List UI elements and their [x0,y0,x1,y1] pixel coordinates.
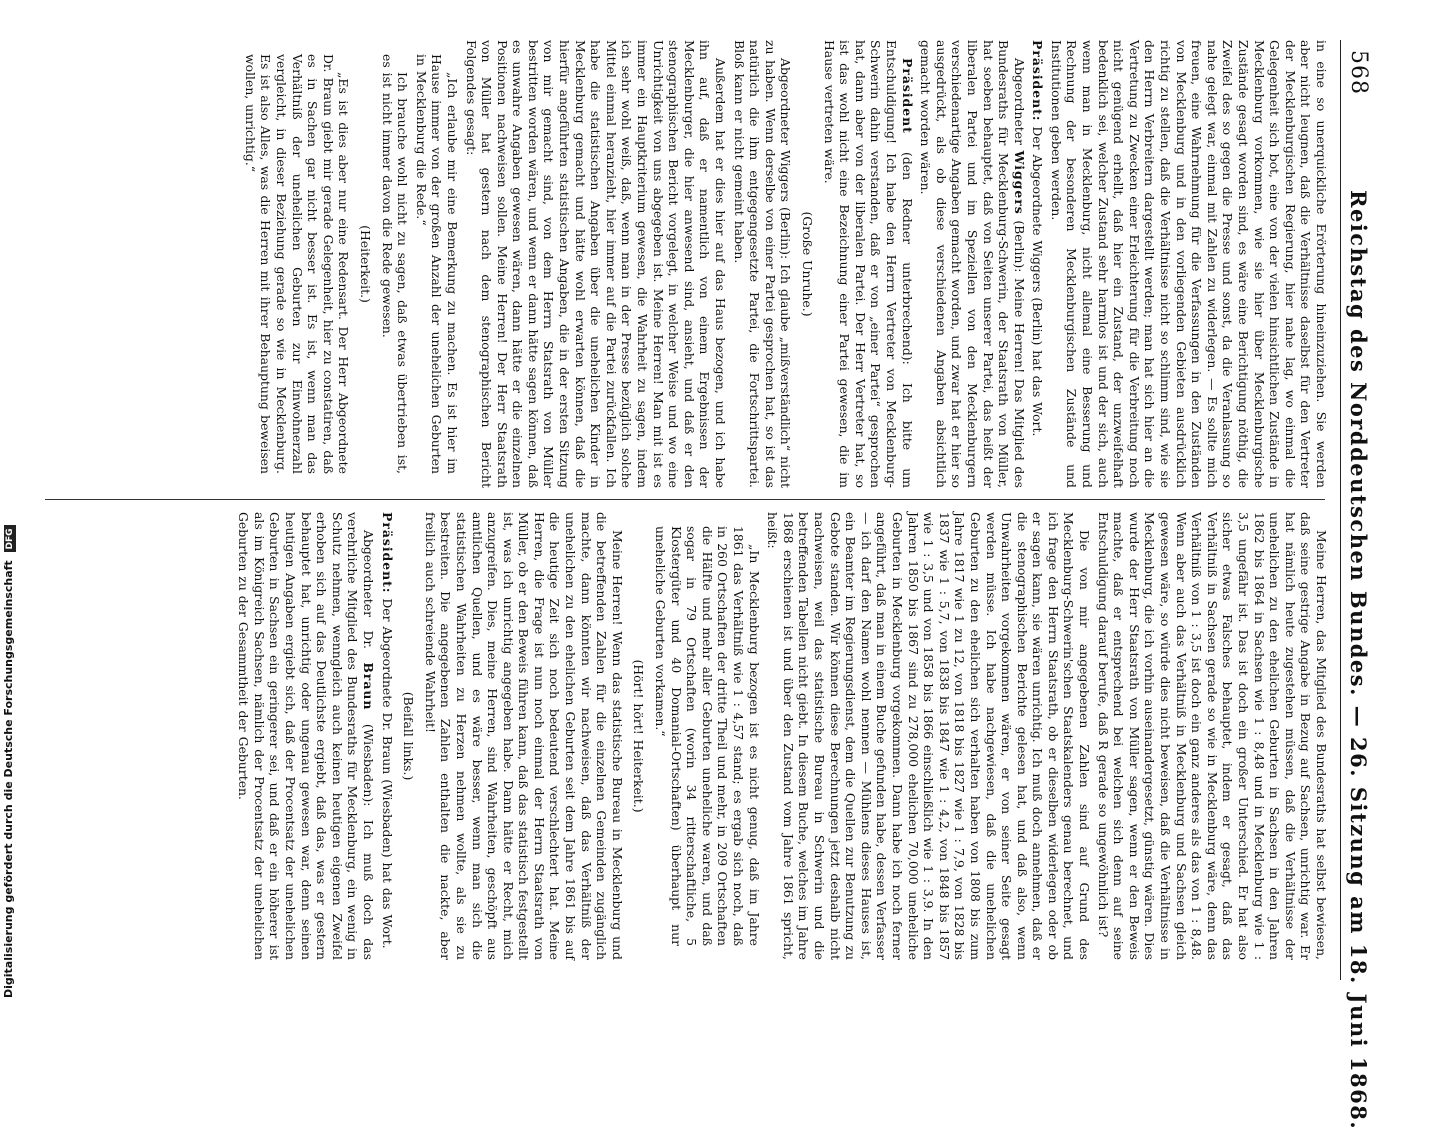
paragraph: Präsident: Der Abgeordnete Wiggers (Berlin) hat das Wort. [1030,40,1046,437]
paragraph: Abgeordneter Wiggers (Berlin): Ich glaube „mißverständlich“ nicht zu haben. Wenn derselbe von einer Partei gesprochen hat, so ist das natürlich die ihm entgegengesetzte Partei, die Fortschrittspartei. Bloß kann er nicht gemeint haben. [731,40,794,488]
dfg-logo: DFG [4,525,16,552]
paragraph: Meine Herren! Wenn das statistische Bureau in Mecklenburg und die betreffenden Zahlen für die einzelnen Gemeinden zugänglich machte, dann könnten wir nachweisen, daß das Verhältniß der unehelichen zu den ehelichen Geburten seit dem Jahre 1861 bis auf die heutige Zeit sich noch bedeutend verschlechtert hat. Meine Herren, die Frage ist nun noch einmal der Herrn Staatsrath von Müller, ob er den Beweis führen kann, daß das statistisch festgestellt ist, was ich unrichtig angegeben habe. Dann hätte er Recht, mich anzugreifen. Dies, meine Herren, sind Wahrheiten, geschöpft aus amtlichen Quellen, und es wäre besser, wenn man sich die statistischen Wahrheiten zu Herzen nehmen wollte, als sie zu bestreiten. Die angegebenen Zahlen enthalten die nackte, aber freilich auch schreiende Wahrheit! [422,512,625,960]
digitization-credit [2,525,16,998]
paragraph: Die von mir angegebenen Zahlen sind auf Grund des Mecklenburg-Schwerin'schen Staatskalenders genau berechnet, und ich frage den Herrn Staatsrath, ob er dieselben widerlegen oder ob er sagen kann, sie wären unrichtig. Ich muß doch annehmen, daß er die stenographischen Berichte gelesen hat, und daß also, wenn Unwahrheiten vorgekommen wären, er von seiner Seite gesagt werden müsse. Ich habe nachgewiesen, daß die unehelichen Geburten zu den ehelichen sich verhalten haben von 1808 bis zum Jahre 1817 wie 1 zu 12, von 1818 bis 1827 wie 1 : 7,9, von 1828 bis 1837 wie 1 : 5,7, von 1838 bis 1847 wie 1 : 4,2, von 1848 bis 1857 wie 1 : 3,5 und von 1858 bis 1866 einschließlich wie 1 : 3,9. In den Jahren 1850 bis 1867 sind zu 278,000 ehelichen 70,000 uneheliche Geburten in Mecklenburg vorgekommen. Dann habe ich noch ferner angeführt, daß man in einem Buche gefunden habe, dessen Verfasser — ich darf den Namen wohl nennen — Mühlens dieses Hauses ist, ein Beamter im Regierungsdienst, dem die Quellen zur Benutzung zu Gebote standen. Wir können diese Berechnungen jetzt deshalb nicht nachweisen, weil das statistische Bureau in Schwerin und die betreffenden Tabellen nicht giebt. In diesem Buche, welches im Jahre 1868 erschienen ist und über den Zustand vom Jahre 1861 spricht, heißt: [765,512,1093,960]
page-number: 568 [1346,50,1371,95]
page-header [1340,40,1375,1130]
newspaper-page [45,40,1375,1130]
column-divider [45,499,1325,500]
credit-text: Digitalisierung gefördert durch die Deutsche Forschungsgemeinschaft [2,560,15,998]
paragraph: Meine Herren, das Mitglied des Bundesraths hat selbst bewiesen, daß seine gestrige Angabe in Bezug auf Sachsen, unrichtig war. Er hat nämlich heute zugestehen müssen, daß die Verhältnisse der unehelichen zu den ehelichen Geburten in Sachsen in den Jahren 1862 bis 1864 in Sachsen wie 1 : 8,48 und in Mecklenburg wie 1 : 3,5 ungefähr ist. Das ist doch ein großer Unterschied. Er hat also sicher etwas Falsches behauptet, indem er gesagt, daß das Verhältniß in Sachsen gerade so wie in Mecklenburg wäre, denn das Verhältniß von 1 : 3,5 ist doch ein ganz anderes als das von 1 : 8,48. Wenn aber auch das Verhältniß in Mecklenburg und Sachsen gleich gewesen wäre, so würde dies nicht beweisen, daß die Verhältnisse in Mecklenburg, die ich vorhin auseinandergesetzt, günstig wären. Dies wurde der Herr Staatsrath von Müller sagen, wenn er den Beweis machte, daß er entsprechend bei welchen sich denn auf seine Entschuldigung darauf berufe, daß R gerade so ungewöhnlich ist? [1095,512,1329,960]
quoted-passage: Ich brauche wohl nicht zu sagen, daß etwas übertrieben ist, es ist nicht immer davon die Rede gewesen. [379,54,411,474]
quoted-passage: „Ich erlaube mir eine Bemerkung zu machen. Es ist hier im Hause immer von der großen Anzahl der unehelichen Geburten in Mecklenburg die Rede.“ [413,54,460,474]
quoted-passage: „In Mecklenburg bezogen ist es nicht genug, daß im Jahre 1861 das Verhältniß wie 1 : 4,57 stand; es ergab sich noch, daß in 260 Ortschaften der dritte Theil und mehr, in 209 Ortschaften die Hälfte und mehr aller Geburten uneheliche waren, und daß sogar in 79 Ortschaften (worin 34 ritterschaftliche, 5 Klostergüter und 40 Domanial-Ortschaften) überhaupt nur uneheliche Geburten vorkamen.“ [653,526,762,946]
paragraph: Außerdem hat er dies hier auf das Haus bezogen, und ich habe ihn auf, daß er namentlich von einem Ergebnissen der Mecklenburger, die hier anwesend sind, ansieht, und daß er den stenographischen Bericht vorgelegt, in welcher Weise und wo eine Unrichtigkeit von uns abgegeben ist. Meine Herren! Man mit ist es immer ein Hauptkriterium gewesen, die Wahrheit zu sagen, indem ich sehr wohl weiß, daß, wenn man in der Presse bezüglich solche Mittel einmal heranzieht, hier immer auf die Partei zurückfallen. Ich habe die statistischen Angaben über die unehelichen Kinder in Mecklenburg gemacht und hätte wohl erwarten können, daß die hierfür angeführten statistischen Angaben, die in der ersten Sitzung von mir gemacht sind, von dem Herrn Statsrath von Müller bestritten worden wären, und wenn er dann hätte sagen können, daß es unwahre Angaben gewesen wären, dann hätte er die einzelnen Positionen nachweisen sollen. Meine Herren! Der Herr Staatsrath von Müller hat gestern nach dem stenographischen Bericht Folgendes gesagt: [463,40,729,488]
right-column [233,512,1329,960]
left-column [239,40,1329,488]
running-title: Reichstag des Norddeutschen Bundes. — 26. Sitzung am 18. Juni 1868. [1346,190,1371,1130]
stage-direction: (Heiterkeit.) [357,225,373,303]
stage-direction: (Große Unruhe.) [800,211,815,317]
stage-direction: (Beifall links.) [401,691,417,781]
quoted-passage: „Es ist dies aber nur eine Redensart. Der Herr Abgeordnete Dr. Braun giebt mir gerade Gelegenheit, hier zu constatiren, daß es in Sachen gar nicht besser ist. Es ist, wenn man das Verhältniß der unehelichen Geburten zur Einwohnerzahl vergleicht, in dieser Beziehung gerade so wie in Mecklenburg. Es ist also Alles, was die Herren mit ihrer Behauptung beweisen wollen, unrichtig.“ [242,54,352,474]
stage-direction: (Hört! hört! Heiterkeit.) [631,659,647,813]
paragraph: Abgeordneter Dr. Braun (Wiesbaden): Ich muß doch das verehrliche Mitglied des Bundesraths für Mecklenburg, ein wenig in Schutz nehmen, wenngleich auch keinen heutigen eigenen Zweifel erhoben sich auf das Deutlichste ergiebt, daß das, was er gestern behauptet hat, unrichtig oder ungenau gewesen war, denn seinen heutigen Angaben ergiebt sich, daß der Procentsatz der unehelichen Geburten in Sachsen ein geringerer sei, und daß er ein höherer ist als im Königreich Sachsen, nämlich der Procentsatz der unehelichen Geburten zu der Gesammtheit der Geburten. [236,512,376,960]
paragraph: Abgeordneter Wiggers (Berlin): Meine Herren! Das Mitglied des Bundesraths für Mecklenburg-Schwerin, der Staatsrath von Müller, hat soeben behauptet, daß von Seiten unserer Partei, das heißt der liberalen Partei und im Speziellen von den Mecklenburgern verschiedenartige Angaben gemacht worden, und zwar hat er hier so ausgedrückt, als ob diese verschiedenen Angaben absichtlich gemacht worden wären. [918,40,1027,488]
text-columns [45,40,1329,980]
paragraph: Präsident (den Redner unterbrechend): Ich bitte um Entschuldigung! Ich habe den Herrn Vertreter von Mecklenburg-Schwerin dahin verstanden, daß er von „einer Partei“ gesprochen hat, dann aber von der liberalen Partei. Der Herr Vertreter hat, so ist das wohl nicht eine Bezeichnung einer Partei gewesen, die im Hause vertreten wäre. [821,40,915,488]
paragraph: in eine so unerquickliche Erörterung hineinzuziehen. Sie werden aber nicht leugnen, daß die Verhältnisse daselbst für den Vertreter der Mecklenburgischen Regierung, hier nahe lag, wo einmal die Gelegenheit sich bot, eine von der vielen hinsichtlichen Zustände in Mecklenburg vorkommen, wie sie hier über Mecklenburgische Zustände gesagt worden sind, es wäre eine Berichtigung nöthig, die Zweifel des so gegen die Presse und sonst, da die Veranlassung so nahe gelegt war, einmal mit Zahlen zu widerlegen. — Es sollte mich freuen, eine Wahrnehmung für die Verfassungen in den Zuständen von Mecklenburg und in den vorliegenden Gebieten ausdrücklich richtig zu stellen, daß die Verhältnisse nicht so schlimm sind, wie sie den Herrn Verbreitern dargestellt werden; man hat sich hier an die Vertretung zu Zwecken einer Erleichterung für die Verbreitung noch nicht genügend erhellt, daß hier ein Zustand, der unzweifelhaft bedenklich sei, welcher Zustand sehr harmlos ist und der sich, auch wenn man in Mecklenburg, nicht allemal eine Besserung und Rechnung der besonderen Mecklenburgischen Zustände und Institutionen geben werden. [1048,40,1329,488]
paragraph: Präsident: Der Abgeordnete Dr. Braun (Wiesbaden) hat das Wort. [379,512,395,949]
